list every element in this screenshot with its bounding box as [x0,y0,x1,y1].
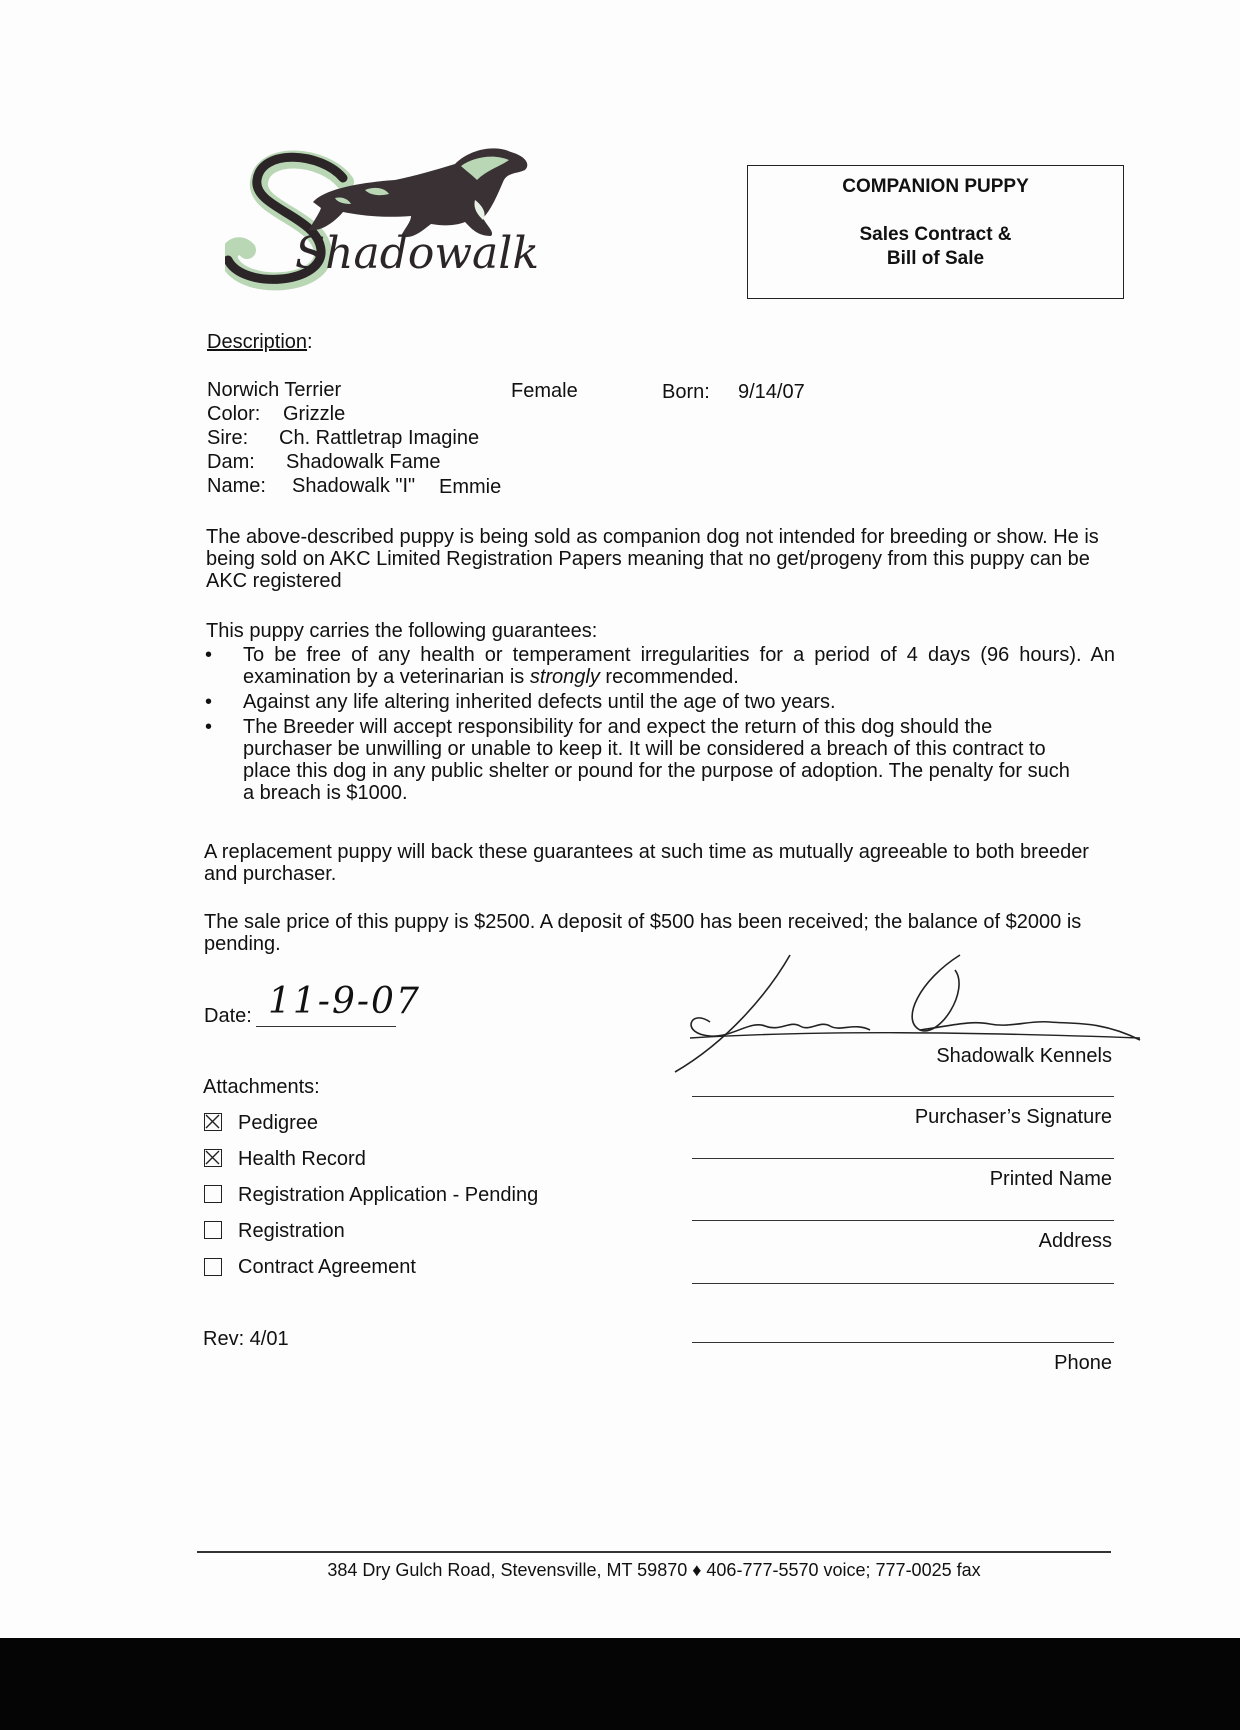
health-record-checkbox[interactable] [204,1149,222,1167]
revision-label: Rev: 4/01 [203,1328,289,1350]
attachment-label: Health Record [238,1148,366,1170]
color-label: Color: [207,403,261,425]
attachment-label: Registration Application - Pending [238,1184,539,1206]
box-subtitle-line1: Sales Contract & [859,224,1012,245]
scan-border [0,1638,1240,1730]
attachments-label: Attachments: [203,1076,320,1098]
name-value-call: Emmie [439,476,502,498]
breed: Norwich Terrier [207,379,342,401]
printed-name-label: Printed Name [989,1168,1112,1190]
purchaser-signature-line [692,1096,1114,1097]
footer-address: 384 Dry Gulch Road, Stevensville, MT 59870 ♦ 406-777-5570 voice; 777-0025 fax [327,1560,981,1580]
address-label: Address [1038,1230,1112,1252]
purchaser-signature-label: Purchaser’s Signature [914,1106,1112,1128]
guarantees-list [205,644,1115,807]
sire-value: Ch. Rattletrap Imagine [279,427,480,449]
box-title: COMPANION PUPPY [842,176,1029,197]
phone-line [692,1342,1114,1343]
address-line-2 [692,1283,1114,1284]
box-subtitle [748,223,1123,271]
description-label: Description [207,331,308,353]
sire-label: Sire: [207,427,249,449]
description-heading: Description: [207,331,313,353]
sex: Female [511,380,578,402]
attachment-label: Registration [238,1220,345,1242]
guarantee-item: • The Breeder will accept responsibility for and expect the return of this dog should the purchaser be unwilling or unable to keep it. It will be considered a breach of this contract to place this dog in any public shelter or pound for the purpose of adoption. The penalty for such a breach is $1000. [205,716,1115,804]
price-paragraph: The sale price of this puppy is $2500. A deposit of $500 has been received; the balance of $2000 is pending. [204,911,1082,955]
phone-label: Phone [1054,1352,1112,1374]
dam-label: Dam: [207,451,255,473]
registration-application-checkbox[interactable] [204,1185,222,1203]
born-label: Born: [662,381,710,403]
guarantees-intro: This puppy carries the following guarantees: [206,620,598,642]
name-value: Shadowalk "I" [292,475,416,497]
logo-wordmark: Shadowalk [295,228,539,279]
date-label: Date: [204,1005,252,1027]
registration-checkbox[interactable] [204,1221,222,1239]
kennel-signature-label: Shadowalk Kennels [936,1045,1112,1067]
dam-value: Shadowalk Fame [286,451,441,473]
address-line [692,1220,1114,1221]
attachment-label: Pedigree [238,1112,319,1134]
handwritten-date: 11-9-07 [268,981,421,1022]
sale-terms-paragraph: The above-described puppy is being sold as companion dog not intended for breeding or show. He is being sold on AKC Limited Registration Papers meaning that no get/progeny from this puppy can be AKC registered [206,526,1099,592]
pedigree-checkbox[interactable] [204,1113,222,1131]
printed-name-line [692,1158,1114,1159]
attachment-label: Contract Agreement [238,1256,416,1278]
born-value: 9/14/07 [738,381,805,403]
guarantee-item: • Against any life altering inherited defects until the age of two years. [205,691,1115,713]
date-line [256,1026,396,1027]
box-subtitle-line2: Bill of Sale [886,248,985,269]
guarantee-item: • To be free of any health or temperament irregularities for a period of 4 days (96 hours). An examination by a veterinarian is strongly recommended. [205,644,1115,688]
footer-rule [197,1551,1111,1553]
color-value: Grizzle [283,403,346,425]
replacement-paragraph: A replacement puppy will back these guarantees at such time as mutually agreeable to both breeder and purchaser. [204,841,1089,885]
contract-title-box [747,165,1124,299]
contract-agreement-checkbox[interactable] [204,1258,222,1276]
shadowalk-logo [225,140,585,300]
name-label: Name: [207,475,266,497]
